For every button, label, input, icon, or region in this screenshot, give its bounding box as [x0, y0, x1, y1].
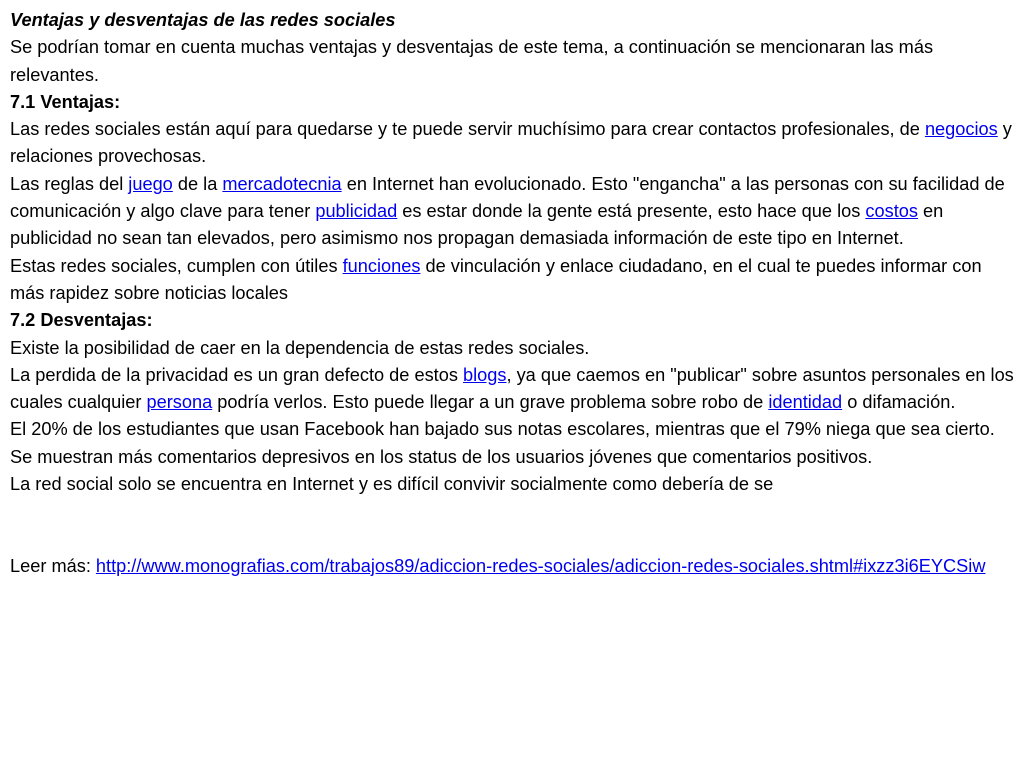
leer-mas-line: [10, 553, 1016, 580]
leer-mas-label: Leer más:: [10, 555, 96, 576]
text-span: , ya que caemos en "publicar" sobre asuntos personales en los cuales cualquier: [10, 364, 1014, 413]
text-span: Las redes sociales están aquí para quedarse y te puede servir muchísimo para crear contactos profesionales, de: [10, 119, 925, 140]
desventajas-heading: 7.2 Desventajas:: [10, 310, 153, 331]
link-juego[interactable]: juego: [128, 173, 173, 194]
text-span: podría verlos. Esto puede llegar a un grave problema sobre robo de: [212, 392, 769, 413]
link-mercadotecnia[interactable]: mercadotecnia: [222, 173, 342, 194]
text-span: y relaciones provechosas.: [10, 119, 1012, 167]
ventajas-paragraph-2: [10, 171, 1016, 253]
intro-paragraph: Se podrían tomar en cuenta muchas ventajas y desventajas de este tema, a continuación se mencionaran las más relevantes.: [10, 37, 934, 85]
text-span: La perdida de la privacidad es un gran defecto de estos: [10, 364, 463, 385]
ventajas-paragraph-1: [10, 116, 1016, 171]
desventajas-paragraph-3: El 20% de los estudiantes que usan Facebook han bajado sus notas escolares, mientras que el 79% niega que sea cierto.: [10, 419, 995, 440]
slide-title: Ventajas y desventajas de las redes sociales: [10, 10, 396, 30]
slide-content: [10, 7, 1016, 580]
source-url-link[interactable]: http://www.monografias.com/trabajos89/adiccion-redes-sociales/adiccion-redes-sociales.shtml#ixzz3i6EYCSiw: [95, 555, 986, 576]
text-span: Estas redes sociales, cumplen con útiles: [10, 255, 343, 276]
text-span: Las reglas del: [10, 173, 129, 194]
desventajas-paragraph-1: Existe la posibilidad de caer en la dependencia de estas redes sociales.: [10, 337, 590, 358]
text-span: o difamación.: [842, 392, 956, 413]
spacer: [10, 498, 1016, 553]
text-span: de vinculación y enlace ciudadano, en el cual te puedes informar con más rapidez sobre noticias locales: [10, 255, 982, 303]
ventajas-heading: 7.1 Ventajas:: [10, 91, 121, 112]
link-costos[interactable]: costos: [865, 201, 918, 222]
text-span: en publicidad no sean tan elevados, pero asimismo nos propagan demasiada información de este tipo en Internet.: [10, 201, 944, 249]
text-span: en Internet han evolucionado. Esto "engancha" a las personas con su facilidad de comunicación y algo clave para tener: [10, 173, 1005, 222]
desventajas-paragraph-2: [10, 362, 1016, 417]
desventajas-paragraph-4: Se muestran más comentarios depresivos en los status de los usuarios jóvenes que comentarios positivos.: [10, 446, 873, 467]
desventajas-paragraph-5: La red social solo se encuentra en Internet y es difícil convivir socialmente como debería de se: [10, 474, 774, 495]
link-persona[interactable]: persona: [146, 392, 213, 413]
text-span: es estar donde la gente está presente, esto hace que los: [397, 201, 866, 222]
link-publicidad[interactable]: publicidad: [315, 201, 398, 222]
link-negocios[interactable]: negocios: [924, 119, 998, 140]
ventajas-paragraph-3: [10, 253, 1016, 308]
text-span: de la: [172, 173, 223, 194]
link-identidad[interactable]: identidad: [768, 392, 843, 413]
link-funciones[interactable]: funciones: [342, 255, 421, 276]
link-blogs[interactable]: blogs: [462, 364, 507, 385]
